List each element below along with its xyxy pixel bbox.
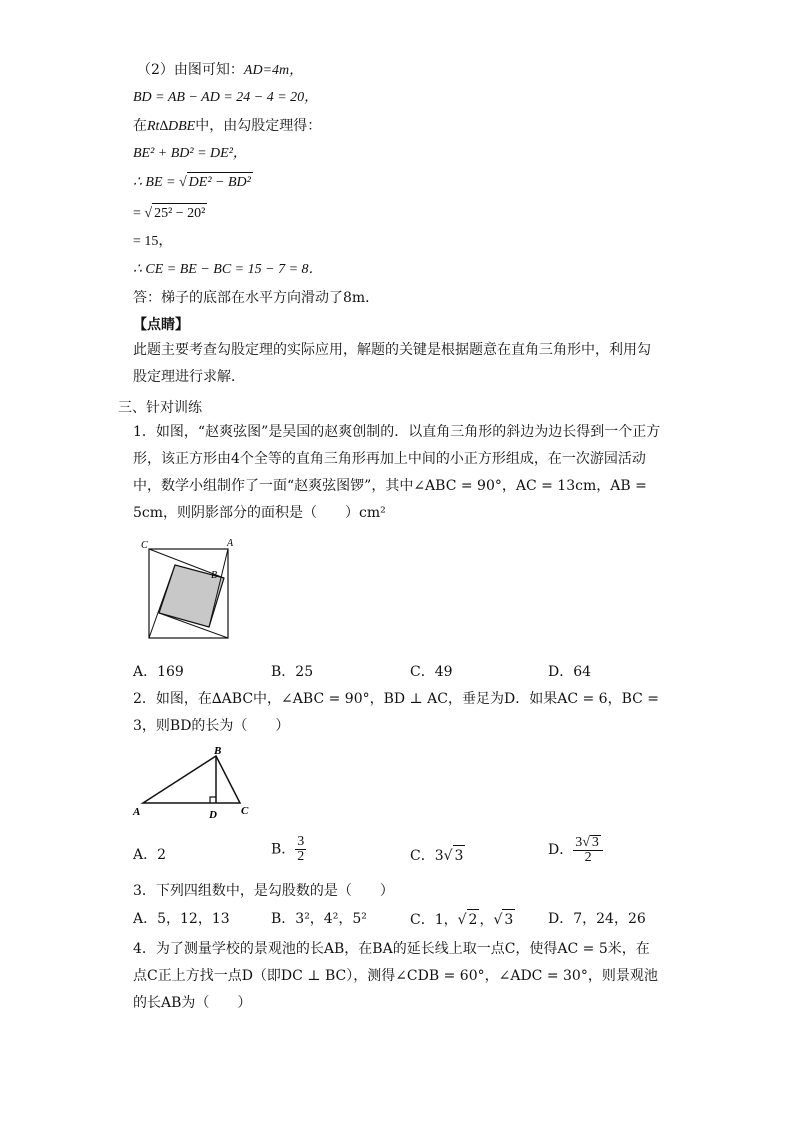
eq2-radicand: DE² − BD²	[187, 172, 253, 193]
label-c: C	[241, 805, 249, 817]
eq2-lead: ∴ BE =	[133, 175, 179, 190]
question-2-text: 2．如图，在∆ABC中，∠ABC = 90°，BD ⊥ AC，垂足为D．如果AC = 6，BC = 3，则BD的长为（ ）	[133, 691, 660, 734]
q1-option-d[interactable]: D．64	[548, 664, 592, 680]
bd-equation: BD = AB − AD = 24 − 4 = 20，	[133, 90, 319, 105]
q1-option-b[interactable]: B．25	[271, 664, 314, 680]
radicand: 3	[591, 835, 599, 850]
section-title: 三、针对训练	[118, 400, 202, 416]
option-c-prefix: C．3	[410, 848, 444, 864]
q2-option-c[interactable]	[410, 845, 465, 866]
radical-sign-icon: √	[178, 175, 187, 190]
numerator	[573, 835, 603, 851]
denominator: 2	[297, 849, 305, 864]
separator: ，	[479, 912, 494, 928]
radical-sign-icon: √	[582, 835, 590, 850]
comment-title: 【点睛】	[133, 317, 189, 333]
numerator-coefficient: 3	[575, 835, 583, 850]
rt-triangle-name: Rt∆DBE	[147, 119, 196, 134]
q3-option-a[interactable]: A．5，12，13	[133, 911, 230, 927]
fraction	[295, 835, 306, 864]
rt-suffix: 中，由勾股定理得：	[195, 118, 322, 134]
q2-option-a[interactable]: A．2	[133, 847, 167, 863]
eq3-lead: =	[133, 206, 145, 221]
zhao-shuang-diagram	[138, 534, 238, 642]
q1-option-a[interactable]: A．169	[133, 664, 184, 680]
pythagoras-equation: BE² + BD² = DE²，	[133, 146, 247, 161]
be-sqrt-equation	[133, 172, 253, 193]
question-3-text: 3．下列四组数中，是勾股数的是（ ）	[133, 883, 394, 899]
triangle-abc-diagram	[130, 742, 255, 822]
label-b: B	[211, 570, 218, 581]
radical-sign-icon: √	[144, 206, 153, 221]
ce-equation: ∴ CE = BE − BC = 15 − 7 = 8．	[133, 262, 323, 277]
answer-line: 答：梯子的底部在水平方向滑动了8m．	[133, 290, 380, 306]
eq3-radicand: 25² − 20²	[152, 203, 207, 224]
rt-triangle-line	[133, 116, 321, 137]
q1-option-c[interactable]: C．49	[410, 664, 453, 680]
q3-option-c[interactable]	[410, 909, 515, 930]
q3-option-b[interactable]: B．3²，4²，5²	[271, 911, 367, 927]
radicand: 2	[467, 909, 480, 930]
radical-sign-icon: √	[443, 848, 453, 864]
fraction	[573, 835, 603, 865]
radicand: 3	[453, 845, 466, 866]
label-a: A	[133, 806, 141, 818]
option-d-prefix: D．	[548, 842, 574, 858]
option-b-prefix: B．	[271, 841, 296, 858]
rt-prefix: 在	[133, 118, 147, 134]
label-d: D	[209, 809, 217, 821]
option-c-prefix: C．1，	[410, 912, 458, 928]
question-4-text: 4．为了测量学校的景观池的长AB，在BA的延长线上取一点C，使得AC = 5米，在点C正上方找一点D（即DC ⊥ BC），测得∠CDB = 60°，∠ADC = 30°，则景观池的长AB为（ ）	[133, 941, 658, 1011]
radicand: 3	[502, 909, 515, 930]
right-angle-mark	[210, 797, 216, 803]
comment-text: 此题主要考查勾股定理的实际应用，解题的关键是根据题意在直角三角形中，利用勾股定理进行求解．	[133, 342, 651, 385]
label-a: A	[227, 538, 234, 549]
part2-intro: （2）由图可知：	[137, 62, 244, 78]
solution-part2-line	[137, 60, 303, 81]
label-b: B	[214, 745, 222, 757]
radical-sign-icon: √	[457, 912, 467, 928]
label-c: C	[141, 540, 148, 551]
numerator: 3	[297, 834, 305, 849]
q2-option-d[interactable]	[548, 835, 603, 865]
q3-option-d[interactable]: D．7，24，26	[548, 911, 646, 927]
ad-value: AD=4m，	[243, 63, 304, 78]
result-equation: = 15，	[133, 234, 173, 249]
denominator: 2	[584, 850, 592, 865]
question-1-text: 1．如图，“赵爽弦图”是吴国的赵爽创制的．以直角三角形的斜边为边长得到一个正方形，该正方形由4个全等的直角三角形再加上中间的小正方形组成，在一次游园活动中，数学小组制作了一面“赵爽弦图锣”，其中∠ABC = 90°，AC = 13cm，AB = 5cm，则阴影部分的面积是（ ）cm²	[133, 424, 661, 521]
q2-option-b[interactable]	[271, 835, 306, 864]
radical-sign-icon: √	[493, 912, 503, 928]
triangle-abc	[143, 756, 240, 803]
numeric-sqrt-equation	[133, 203, 207, 224]
